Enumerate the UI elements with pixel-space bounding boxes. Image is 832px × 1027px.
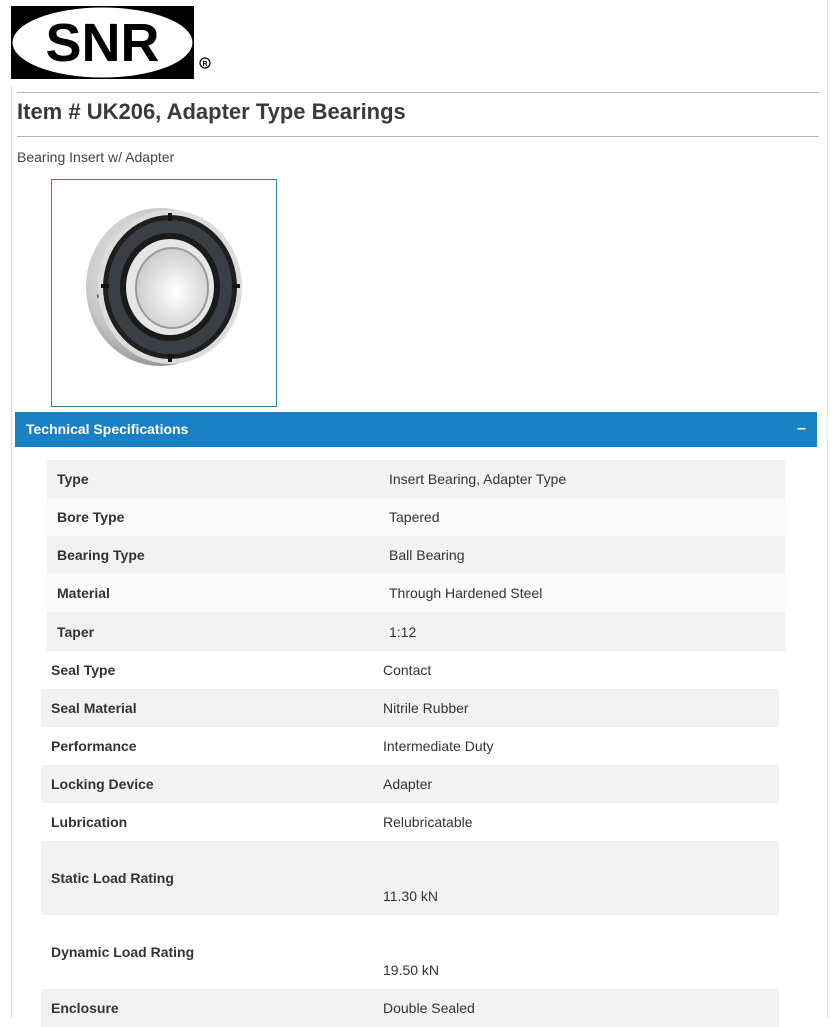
minus-icon[interactable]: – bbox=[797, 420, 806, 437]
spec-value: Tapered bbox=[379, 498, 785, 536]
spec-value: Insert Bearing, Adapter Type bbox=[379, 460, 785, 498]
spec-value: Adapter bbox=[373, 765, 779, 803]
table-row bbox=[47, 612, 785, 651]
spec-key: Performance bbox=[41, 727, 373, 765]
table-row bbox=[41, 651, 779, 689]
spec-key: Static Load Rating bbox=[41, 841, 373, 915]
spec-value: Ball Bearing bbox=[379, 536, 785, 574]
table-row bbox=[41, 989, 779, 1027]
spec-key: Bearing Type bbox=[47, 536, 379, 574]
spec-value: Relubricatable bbox=[373, 803, 779, 841]
table-row bbox=[41, 841, 779, 915]
spec-value: 1:12 bbox=[379, 612, 785, 651]
title-top-rule bbox=[17, 92, 819, 93]
page-title: Item # UK206, Adapter Type Bearings bbox=[17, 99, 406, 124]
spec-key: Enclosure bbox=[41, 989, 373, 1027]
spec-value: Through Hardened Steel bbox=[379, 574, 785, 612]
table-row bbox=[41, 689, 779, 727]
spec-value: Double Sealed bbox=[373, 989, 779, 1027]
spec-value: Contact bbox=[373, 651, 779, 689]
spec-table-secondary bbox=[41, 651, 779, 1027]
spec-value: Intermediate Duty bbox=[373, 727, 779, 765]
spec-key: Seal Type bbox=[41, 651, 373, 689]
page-frame-right bbox=[827, 0, 828, 1018]
technical-specifications-label: Technical Specifications bbox=[26, 421, 189, 437]
spec-key: Dynamic Load Rating bbox=[41, 915, 373, 989]
table-row bbox=[41, 727, 779, 765]
table-row bbox=[41, 915, 779, 989]
spec-key: Lubrication bbox=[41, 803, 373, 841]
logo-text: SNR bbox=[45, 13, 160, 73]
spec-value: 11.30 kN bbox=[373, 841, 779, 915]
page-subtitle: Bearing Insert w/ Adapter bbox=[17, 149, 175, 165]
svg-text:R: R bbox=[202, 61, 208, 68]
table-row bbox=[41, 765, 779, 803]
spec-key: Locking Device bbox=[41, 765, 373, 803]
spec-key: Seal Material bbox=[41, 689, 373, 727]
spec-key: Type bbox=[47, 460, 379, 498]
table-row bbox=[47, 498, 785, 536]
spec-key: Bore Type bbox=[47, 498, 379, 536]
table-row bbox=[47, 574, 785, 612]
page-frame-left bbox=[11, 86, 12, 1018]
spec-key: Material bbox=[47, 574, 379, 612]
product-image[interactable] bbox=[51, 179, 277, 407]
spec-value: Nitrile Rubber bbox=[373, 689, 779, 727]
title-bottom-rule bbox=[17, 136, 819, 137]
spec-value: 19.50 kN bbox=[373, 915, 779, 989]
table-row bbox=[47, 536, 785, 574]
spec-key: Taper bbox=[47, 612, 379, 651]
table-row bbox=[41, 803, 779, 841]
snr-logo[interactable] bbox=[11, 6, 216, 80]
technical-specifications-header[interactable] bbox=[15, 412, 817, 447]
table-row bbox=[47, 460, 785, 498]
spec-table-primary bbox=[47, 460, 785, 651]
